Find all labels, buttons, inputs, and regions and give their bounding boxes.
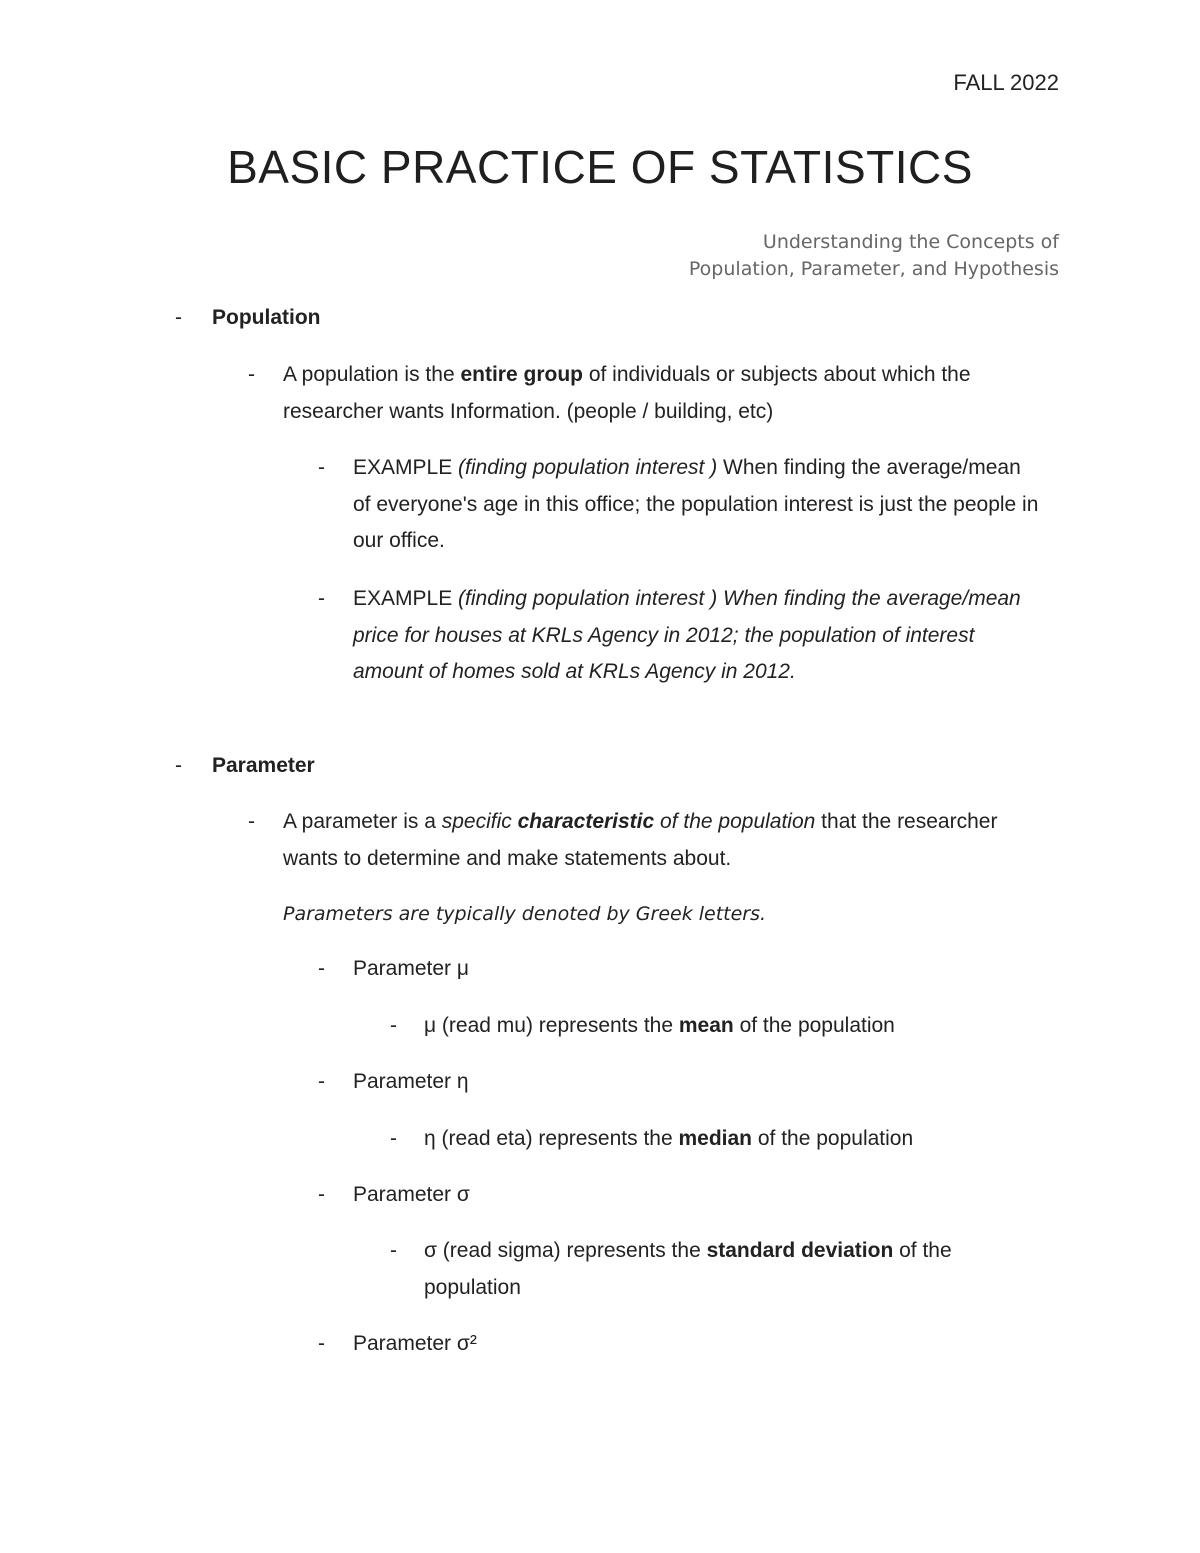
text-run: η (read eta) represents the (424, 1127, 679, 1150)
text-run: σ (read sigma) represents the (424, 1239, 707, 1262)
bullet-dash: - (175, 754, 182, 777)
greek-letters-note: Parameters are typically denoted by Greek letters. (283, 903, 767, 925)
bullet-dash: - (318, 587, 325, 610)
text-run: that the researcher wants to determine and make statements about. (283, 810, 998, 870)
text-run: of the population (752, 1127, 914, 1150)
subtitle (689, 229, 1059, 283)
parameter-eta-label: Parameter η (353, 1070, 469, 1093)
bullet-dash: - (248, 810, 255, 833)
parameter-definition (283, 804, 1043, 877)
parameter-mu-label: Parameter μ (353, 957, 469, 980)
bullet-dash: - (318, 1183, 325, 1206)
bullet-dash: - (390, 1239, 397, 1262)
bullet-dash: - (248, 363, 255, 386)
emphasis-median: median (678, 1127, 753, 1150)
italic-run: of the population (654, 810, 816, 833)
population-example-1 (353, 450, 1043, 560)
population-definition (283, 357, 1043, 430)
emphasis-mean: mean (678, 1014, 734, 1037)
bullet-dash: - (318, 1070, 325, 1093)
bullet-dash: - (175, 306, 182, 329)
emphasis-characteristic: characteristic (517, 810, 655, 833)
bullet-dash: - (318, 957, 325, 980)
italic-run: (finding population interest ) (458, 456, 718, 479)
parameter-sigma-label: Parameter σ (353, 1183, 470, 1206)
text-run: of individuals or subjects about which the researcher wants Information. (people / building, etc) (283, 363, 971, 423)
subtitle-line-2: Population, Parameter, and Hypothesis (688, 258, 1059, 280)
subtitle-line-1: Understanding the Concepts of (762, 231, 1059, 253)
semester-label: FALL 2022 (953, 70, 1059, 95)
emphasis-standard-deviation: standard deviation (706, 1239, 894, 1262)
parameter-sigma-definition (424, 1233, 1044, 1306)
bullet-dash: - (318, 1332, 325, 1355)
italic-run: (finding population interest ) When finding the average/mean price for houses at KRLs Agency in 2012; the population of interest amount of homes sold at KRLs Agency in 2012. (353, 587, 1021, 683)
population-example-2 (353, 581, 1043, 691)
section-heading-parameter: Parameter (212, 754, 315, 777)
parameter-sigma-squared-label: Parameter σ² (353, 1332, 477, 1355)
text-run: of the population (424, 1239, 952, 1299)
text-run: of the population (733, 1014, 895, 1037)
bullet-dash: - (318, 456, 325, 479)
text-run: A population is the (283, 363, 461, 386)
section-heading-population: Population (212, 306, 321, 329)
parameter-mu-definition (424, 1008, 1044, 1045)
text-run: EXAMPLE (353, 456, 459, 479)
page-title: BASIC PRACTICE OF STATISTICS (227, 141, 973, 193)
bullet-dash: - (390, 1127, 397, 1150)
text-run: μ (read mu) represents the (424, 1014, 679, 1037)
text-run: EXAMPLE (353, 587, 459, 610)
text-run: A parameter is a (283, 810, 442, 833)
parameter-eta-definition (424, 1121, 1044, 1158)
emphasis-entire-group: entire group (460, 363, 583, 386)
bullet-dash: - (390, 1014, 397, 1037)
text-run: When finding the average/mean of everyone's age in this office; the population interest is just the people in our office. (353, 456, 1039, 552)
italic-run: specific (441, 810, 518, 833)
